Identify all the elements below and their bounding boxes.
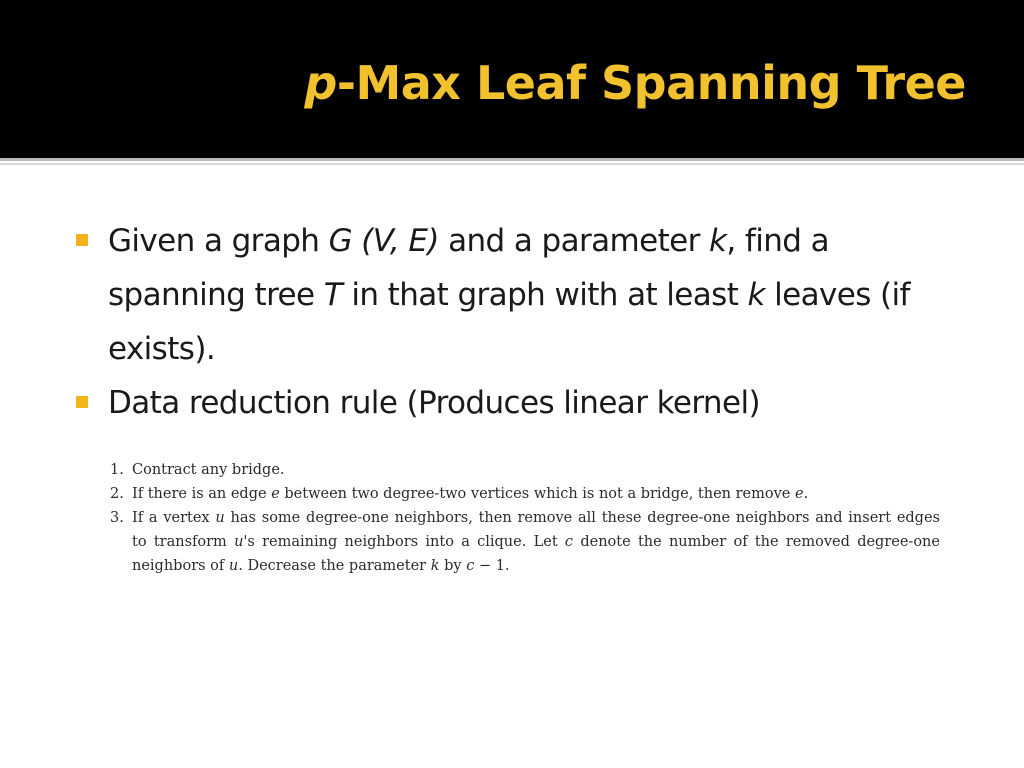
- bullet-text: [108, 223, 910, 367]
- text-segment: Contract any bridge.: [132, 462, 285, 478]
- reduction-rule: [110, 506, 940, 578]
- text-segment: between two degree-two vertices which is not a bridge, then remove: [279, 486, 795, 502]
- italic-math-text: G (V, E): [328, 223, 439, 259]
- text-segment: Given a graph: [108, 223, 329, 259]
- bullet-text: [108, 385, 760, 421]
- reduction-rule: [110, 458, 940, 482]
- italic-math-text: u: [228, 558, 239, 574]
- italic-math-text: e: [795, 486, 804, 502]
- text-segment: − 1.: [474, 558, 510, 574]
- reduction-rules-list: [110, 458, 940, 578]
- text-segment: by: [439, 558, 467, 574]
- rule-text: [132, 486, 808, 502]
- slide-title: [304, 56, 966, 111]
- italic-math-text: k: [709, 223, 727, 259]
- italic-math-text: k: [430, 558, 440, 574]
- title-italic-p: p: [304, 56, 337, 110]
- text-segment: and a parameter: [438, 223, 710, 259]
- bullet-square-icon: [76, 234, 88, 246]
- rule-number: 2.: [110, 486, 124, 502]
- text-segment: If a vertex: [132, 510, 216, 526]
- text-segment: If there is an edge: [132, 486, 272, 502]
- text-segment: . Decrease the parameter: [238, 558, 431, 574]
- bullet-square-icon: [76, 396, 88, 408]
- text-segment: , find a spanning tree: [108, 223, 830, 313]
- italic-math-text: k: [747, 277, 765, 313]
- text-segment: denote the number of the removed degree-one neighbors of: [132, 534, 940, 574]
- italic-math-text: T: [323, 277, 343, 313]
- text-segment: Data reduction rule (Produces linear kernel): [108, 385, 760, 421]
- text-segment: has some degree-one neighbors, then remove all these degree-one neighbors and insert edges to transform: [132, 510, 940, 550]
- title-divider: [0, 158, 1024, 161]
- text-segment: leaves (if exists).: [108, 277, 910, 367]
- italic-math-text: e: [271, 486, 280, 502]
- rule-number: 3.: [110, 510, 124, 526]
- text-segment: in that graph with at least: [342, 277, 748, 313]
- bullet-list: [72, 214, 972, 430]
- rule-text: [132, 510, 940, 574]
- italic-math-text: u: [234, 534, 244, 550]
- rule-number: 1.: [110, 462, 124, 478]
- title-text: -Max Leaf Spanning Tree: [336, 56, 966, 110]
- rule-text: [132, 462, 285, 478]
- reduction-rule: [110, 482, 940, 506]
- text-segment: 's remaining neighbors into a clique. Let: [243, 534, 565, 550]
- title-bar: [0, 0, 1024, 158]
- title-divider-secondary: [0, 163, 1024, 165]
- italic-math-text: c: [564, 534, 574, 550]
- bullet-item-problem: [72, 214, 972, 376]
- italic-math-text: c: [466, 558, 475, 574]
- bullet-item-reduction: [72, 376, 972, 430]
- text-segment: .: [803, 486, 809, 502]
- italic-math-text: u: [215, 510, 225, 526]
